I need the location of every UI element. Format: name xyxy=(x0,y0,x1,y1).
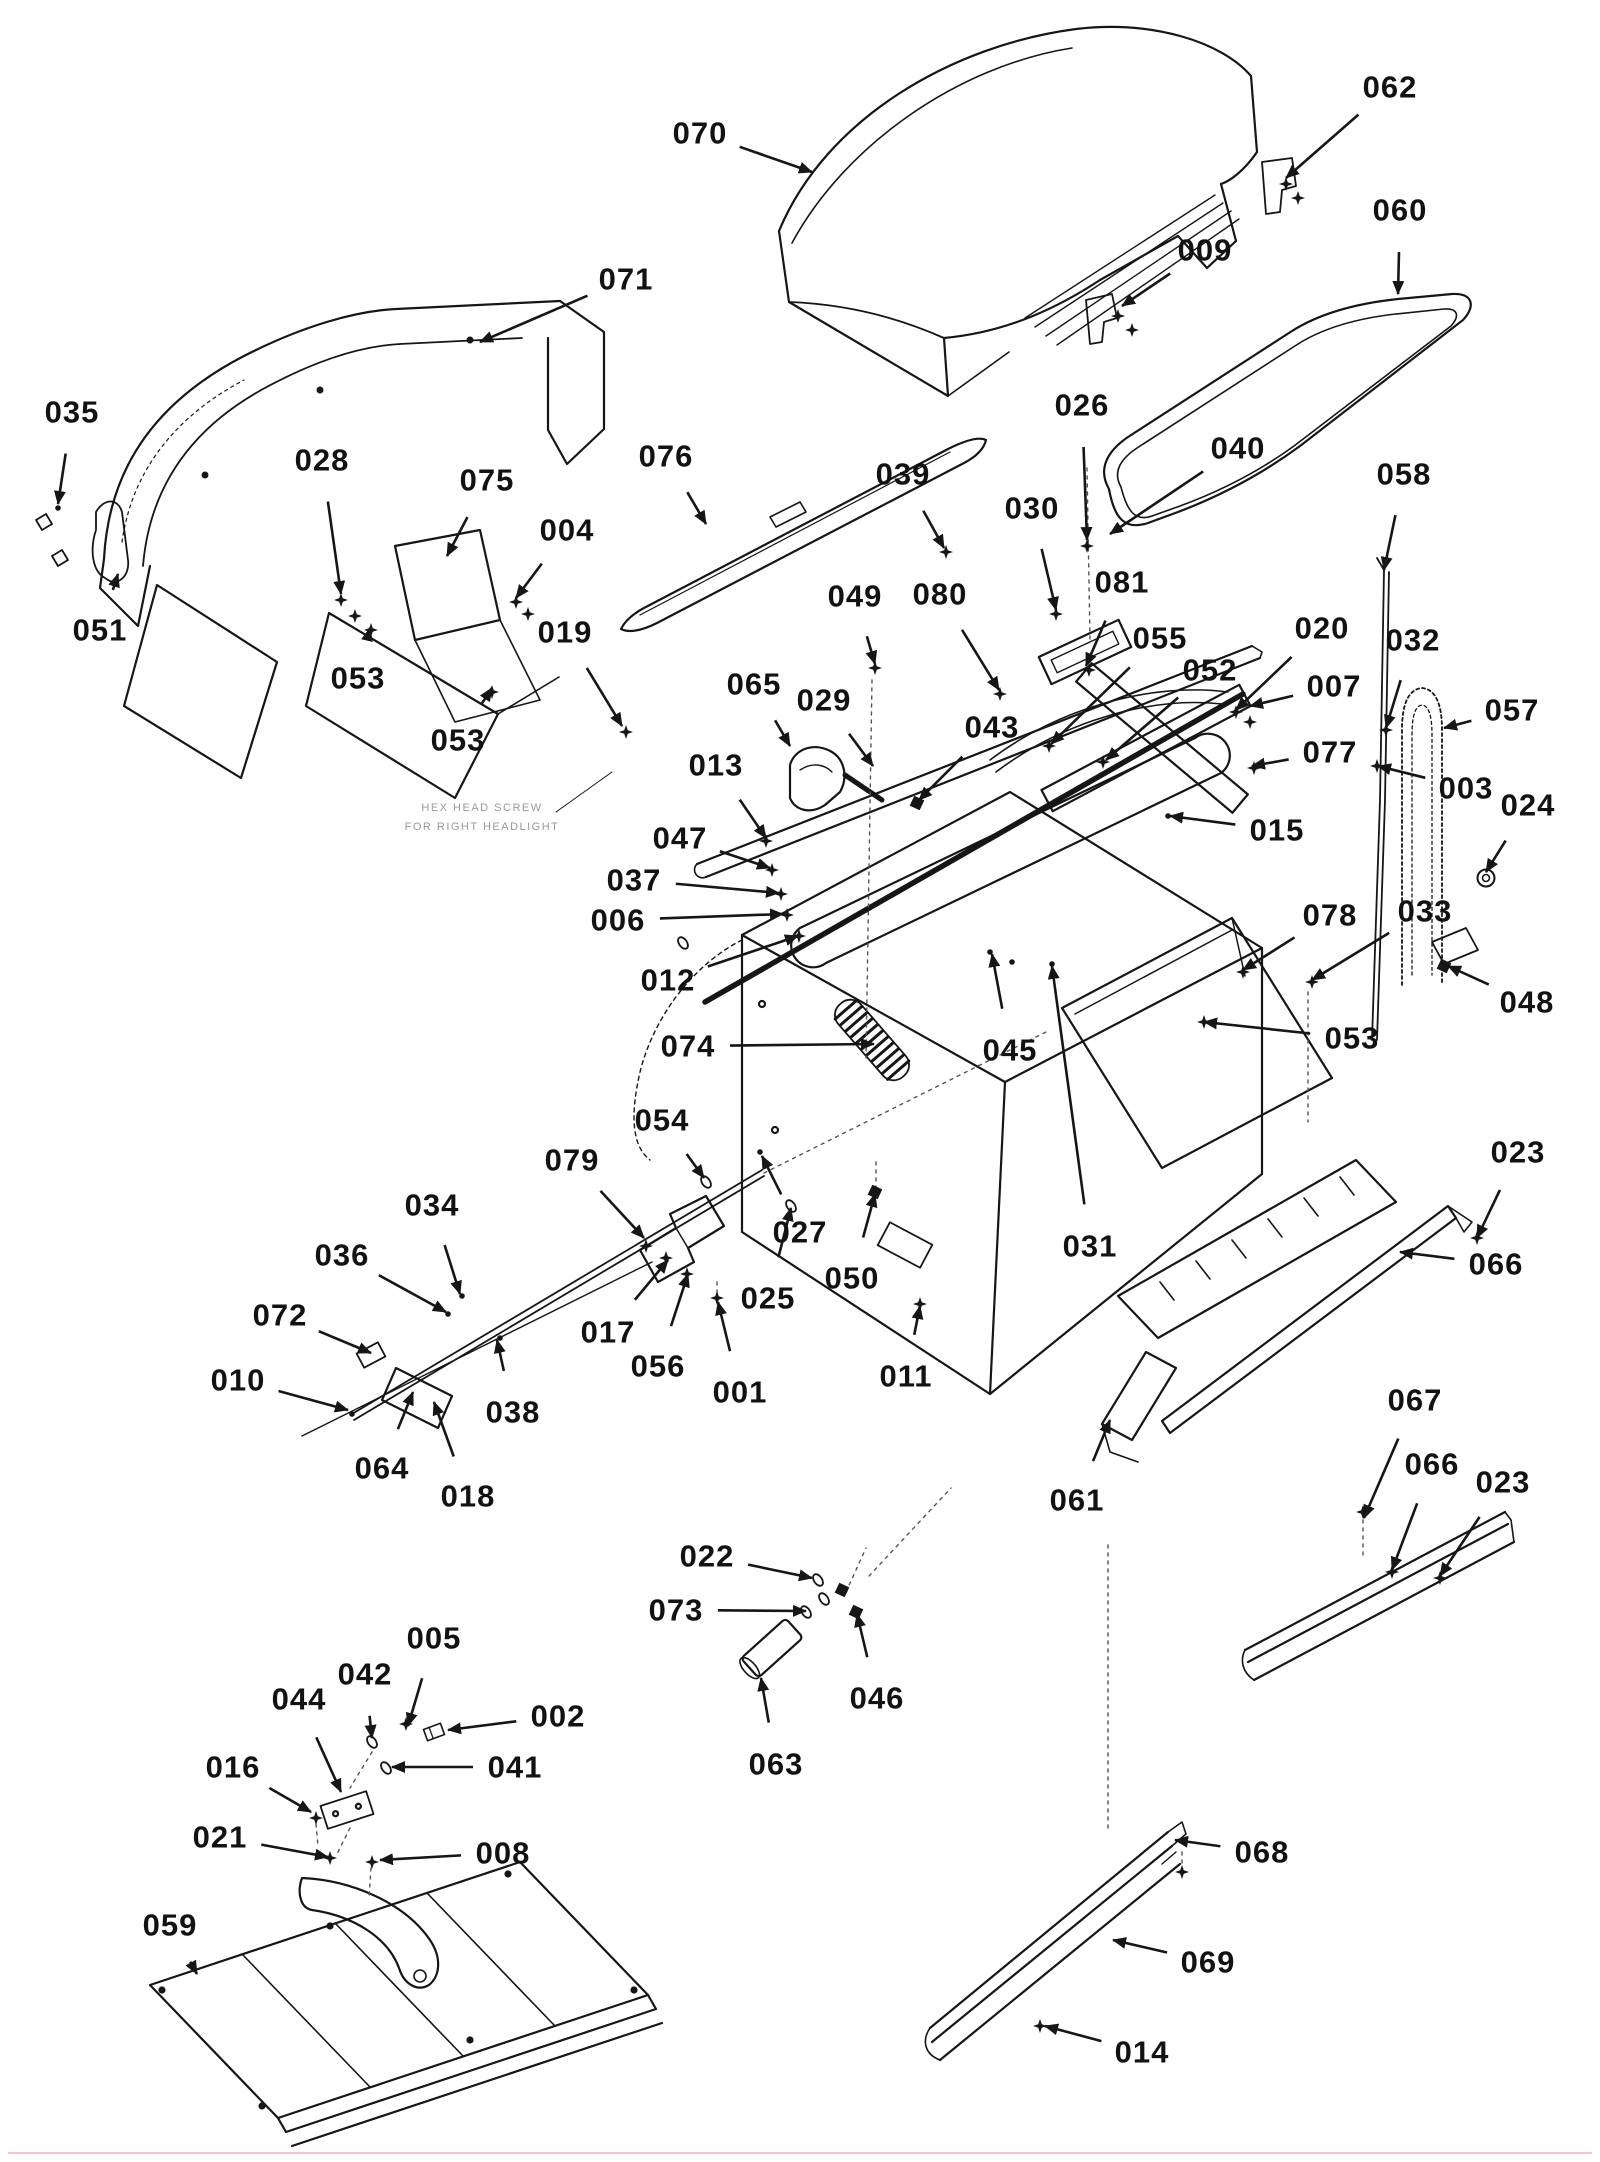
leader-arrow xyxy=(687,492,706,524)
part-callout-080: 080 xyxy=(912,576,968,612)
leader-arrow xyxy=(1398,252,1399,294)
leader-arrow xyxy=(370,1716,372,1738)
part-callout-076: 076 xyxy=(638,438,694,474)
leader-arrow xyxy=(687,1154,704,1178)
screw-icon xyxy=(1082,663,1096,677)
leader-arrow xyxy=(671,1274,688,1326)
screw-icon xyxy=(323,1851,337,1865)
screw-icon xyxy=(1033,2019,1047,2033)
part-callout-031: 031 xyxy=(1062,1228,1118,1264)
screw-icon xyxy=(348,609,362,623)
part-callout-020: 020 xyxy=(1294,610,1350,646)
washer-icon xyxy=(817,1591,831,1606)
part-callout-024: 024 xyxy=(1500,787,1556,823)
leader-arrow xyxy=(600,1191,644,1238)
washer-icon xyxy=(676,935,690,950)
part-callout-014: 014 xyxy=(1114,2034,1170,2070)
part-callout-036: 036 xyxy=(314,1237,370,1273)
part-callout-026: 026 xyxy=(1054,387,1110,423)
part-callout-015: 015 xyxy=(1249,812,1305,848)
leader-arrow xyxy=(1204,1022,1310,1033)
pin-icon xyxy=(1009,959,1015,965)
part-callout-049: 049 xyxy=(827,578,883,614)
leader-arrow xyxy=(447,517,467,556)
leader-arrow xyxy=(708,936,798,967)
part-callout-079: 079 xyxy=(544,1142,600,1178)
part-callout-061: 061 xyxy=(1049,1482,1105,1518)
diagram-note xyxy=(396,799,568,836)
part-callout-028: 028 xyxy=(294,442,350,478)
part-callout-065: 065 xyxy=(726,666,782,702)
leader-arrow xyxy=(1477,1190,1500,1238)
leader-arrow xyxy=(762,1156,781,1194)
leader-arrow xyxy=(740,800,766,838)
part-callout-046: 046 xyxy=(849,1680,905,1716)
part-callout-059: 059 xyxy=(142,1907,198,1943)
leader-arrow xyxy=(730,1044,874,1046)
part-callout-033: 033 xyxy=(1397,893,1453,929)
part-callout-040: 040 xyxy=(1210,430,1266,466)
leader-arrow xyxy=(1042,549,1056,610)
leader-arrow xyxy=(1400,1252,1454,1259)
part-callout-045: 045 xyxy=(982,1032,1038,1068)
leader-arrow xyxy=(1392,1503,1417,1570)
screw-icon xyxy=(1080,539,1094,553)
leader-arrow xyxy=(863,1194,875,1237)
leader-arrow xyxy=(635,1260,668,1300)
part-callout-070: 070 xyxy=(672,115,728,151)
part-callout-041: 041 xyxy=(487,1749,543,1785)
screw-icon xyxy=(1279,177,1293,191)
pin-icon xyxy=(757,1149,763,1155)
leader-arrow xyxy=(1386,680,1401,728)
part-callout-047: 047 xyxy=(652,820,708,856)
part-callout-029: 029 xyxy=(796,682,852,718)
leader-arrow xyxy=(748,1565,812,1578)
leader-arrow xyxy=(992,954,1002,1009)
part-callout-012: 012 xyxy=(640,962,696,998)
leader-arrow xyxy=(58,454,66,504)
leader-arrow xyxy=(1110,471,1203,534)
leader-arrow xyxy=(1170,816,1235,825)
leader-arrow xyxy=(1378,766,1425,778)
screw-icon xyxy=(1175,1865,1189,1879)
leader-arrow xyxy=(720,851,770,868)
screw-icon xyxy=(1111,309,1125,323)
part-callout-038: 038 xyxy=(485,1394,541,1430)
leader-arrow xyxy=(316,1737,341,1792)
screw-icon xyxy=(1125,323,1139,337)
part-callout-009: 009 xyxy=(1177,232,1233,268)
part-callout-066: 066 xyxy=(1468,1246,1524,1282)
leader-arrow xyxy=(398,1392,413,1429)
screw-icon xyxy=(993,687,1007,701)
diagram-note-line1: HEX HEAD SCREW xyxy=(421,802,543,814)
part-callout-066: 066 xyxy=(1404,1446,1460,1482)
part-callout-063: 063 xyxy=(748,1746,804,1782)
leader-arrow xyxy=(1051,667,1130,744)
part-callout-016: 016 xyxy=(205,1749,261,1785)
part-callout-081: 081 xyxy=(1094,564,1150,600)
part-callout-005: 005 xyxy=(406,1620,462,1656)
screw-icon xyxy=(639,1239,653,1253)
part-callout-006: 006 xyxy=(590,902,646,938)
leader-arrow xyxy=(1364,1439,1398,1518)
part-callout-037: 037 xyxy=(606,862,662,898)
nut-icon xyxy=(849,1605,864,1620)
part-callout-053: 053 xyxy=(430,722,486,758)
part-callout-021: 021 xyxy=(192,1819,248,1855)
leader-arrow xyxy=(914,1306,920,1335)
leader-arrow xyxy=(497,1340,504,1371)
leader-arrow xyxy=(516,564,542,598)
part-callout-060: 060 xyxy=(1372,192,1428,228)
part-callout-072: 072 xyxy=(252,1297,308,1333)
part-callout-004: 004 xyxy=(539,512,595,548)
leader-arrow xyxy=(190,1962,197,1974)
leader-arrow xyxy=(269,1788,311,1812)
part-callout-023: 023 xyxy=(1490,1134,1546,1170)
part-callout-056: 056 xyxy=(630,1348,686,1384)
leader-arrow xyxy=(923,511,944,548)
part-callout-002: 002 xyxy=(530,1698,586,1734)
leader-arrow xyxy=(379,1275,446,1312)
leader-arrow xyxy=(1113,1940,1167,1953)
part-callout-051: 051 xyxy=(72,612,128,648)
part-callout-023: 023 xyxy=(1475,1464,1531,1500)
part-callout-077: 077 xyxy=(1302,734,1358,770)
leader-arrow xyxy=(113,574,118,590)
part-callout-022: 022 xyxy=(679,1538,735,1574)
screw-icon xyxy=(1291,191,1305,205)
nut-icon xyxy=(835,1583,850,1598)
pin-icon xyxy=(55,505,61,511)
leader-arrow xyxy=(481,688,492,705)
washer-icon xyxy=(379,1760,393,1775)
pin-icon xyxy=(459,1293,465,1299)
pin-icon xyxy=(1165,813,1171,819)
part-callout-069: 069 xyxy=(1180,1944,1236,1980)
part-callout-053: 053 xyxy=(1324,1020,1380,1056)
grommet-icon xyxy=(1478,870,1495,887)
pin-icon xyxy=(349,1411,355,1417)
part-callout-055: 055 xyxy=(1132,620,1188,656)
leader-arrow xyxy=(718,1610,806,1611)
leader-arrow xyxy=(434,1402,454,1457)
leader-arrow xyxy=(1122,273,1170,306)
leader-arrow xyxy=(857,1614,867,1657)
part-callout-032: 032 xyxy=(1385,622,1441,658)
part-callout-052: 052 xyxy=(1182,652,1238,688)
leader-arrow xyxy=(445,1245,460,1294)
leader-arrow xyxy=(1448,966,1489,985)
leader-arrow xyxy=(718,1302,730,1351)
leader-arrow xyxy=(1444,721,1471,728)
part-callout-030: 030 xyxy=(1004,490,1060,526)
part-callout-019: 019 xyxy=(537,614,593,650)
leader-arrow xyxy=(328,502,341,594)
part-callout-011: 011 xyxy=(879,1358,933,1394)
part-callout-075: 075 xyxy=(459,462,515,498)
part-callout-042: 042 xyxy=(337,1656,393,1692)
leader-arrow xyxy=(319,1331,371,1353)
diagram-note-line2: FOR RIGHT HEADLIGHT xyxy=(404,820,560,833)
leader-arrow xyxy=(279,1391,348,1410)
screw-icon xyxy=(309,1811,323,1825)
leader-arrow xyxy=(1045,2026,1101,2041)
part-callout-008: 008 xyxy=(475,1835,531,1871)
part-callout-010: 010 xyxy=(210,1362,266,1398)
part-callout-074: 074 xyxy=(660,1028,716,1064)
leader-arrow xyxy=(849,734,873,766)
leader-arrow xyxy=(1312,933,1389,980)
part-callout-058: 058 xyxy=(1376,456,1432,492)
leader-arrow xyxy=(448,1721,516,1730)
washer-icon xyxy=(811,1572,825,1587)
screw-icon xyxy=(364,623,378,637)
pin-icon xyxy=(445,1311,451,1317)
leader-arrow xyxy=(1250,696,1293,706)
part-callout-027: 027 xyxy=(772,1214,828,1250)
part-callout-064: 064 xyxy=(354,1450,410,1486)
leader-arrow xyxy=(480,296,587,342)
screw-icon xyxy=(765,863,779,877)
leader-arrow xyxy=(1106,697,1178,760)
screw-icon xyxy=(939,545,953,559)
part-callout-018: 018 xyxy=(440,1478,496,1514)
leader-arrow xyxy=(962,630,999,690)
part-callout-073: 073 xyxy=(648,1592,704,1628)
part-callout-039: 039 xyxy=(875,456,931,492)
part-callout-071: 071 xyxy=(598,261,654,297)
washer-icon xyxy=(699,1174,713,1189)
part-callout-007: 007 xyxy=(1306,668,1362,704)
part-callout-054: 054 xyxy=(634,1102,690,1138)
part-callout-035: 035 xyxy=(44,394,100,430)
leader-arrow xyxy=(587,668,622,726)
part-callout-017: 017 xyxy=(580,1314,636,1350)
screw-icon xyxy=(1247,761,1261,775)
leader-arrow xyxy=(1052,966,1084,1204)
part-callout-057: 057 xyxy=(1484,692,1540,728)
part-callout-013: 013 xyxy=(688,747,744,783)
leader-arrow xyxy=(261,1845,328,1857)
part-callout-025: 025 xyxy=(740,1280,796,1316)
leader-arrow xyxy=(775,720,790,746)
part-callout-078: 078 xyxy=(1302,897,1358,933)
leader-arrow xyxy=(1084,447,1087,540)
leader-arrow xyxy=(1243,937,1294,970)
part-callout-062: 062 xyxy=(1362,69,1418,105)
leader-arrow xyxy=(1093,1420,1110,1461)
leader-arrow xyxy=(867,636,875,664)
part-callout-034: 034 xyxy=(404,1187,460,1223)
leader-arrow xyxy=(1252,759,1289,766)
part-callout-068: 068 xyxy=(1234,1834,1290,1870)
leader-arrow xyxy=(1086,621,1105,666)
part-callout-053: 053 xyxy=(330,660,386,696)
leader-arrow xyxy=(740,147,812,172)
screw-icon xyxy=(1243,715,1257,729)
part-callout-050: 050 xyxy=(824,1260,880,1296)
pin-icon xyxy=(987,949,993,955)
footer-rule xyxy=(8,2152,1592,2154)
screw-icon xyxy=(619,725,633,739)
leader-arrow xyxy=(380,1855,461,1860)
screw-icon xyxy=(365,1855,379,1869)
part-callout-001: 001 xyxy=(712,1374,768,1410)
part-callout-043: 043 xyxy=(964,709,1020,745)
part-callout-003: 003 xyxy=(1438,770,1494,806)
screw-icon xyxy=(334,593,348,607)
screw-icon xyxy=(1433,1571,1447,1585)
leader-arrow xyxy=(1440,1517,1480,1576)
leader-arrow xyxy=(1175,1840,1220,1846)
screw-icon xyxy=(521,607,535,621)
leader-arrow xyxy=(761,1678,769,1723)
leader-arrow xyxy=(660,914,783,918)
part-callout-048: 048 xyxy=(1499,984,1555,1020)
leader-arrow xyxy=(1486,841,1506,872)
leader-arrow xyxy=(1384,515,1395,570)
part-callout-044: 044 xyxy=(271,1681,327,1717)
leader-arrow xyxy=(919,757,962,800)
pin-icon xyxy=(1049,961,1055,967)
leader-arrow xyxy=(676,884,779,893)
leader-arrow xyxy=(408,1678,422,1726)
leader-arrow xyxy=(1286,115,1358,178)
part-callout-067: 067 xyxy=(1387,1382,1443,1418)
